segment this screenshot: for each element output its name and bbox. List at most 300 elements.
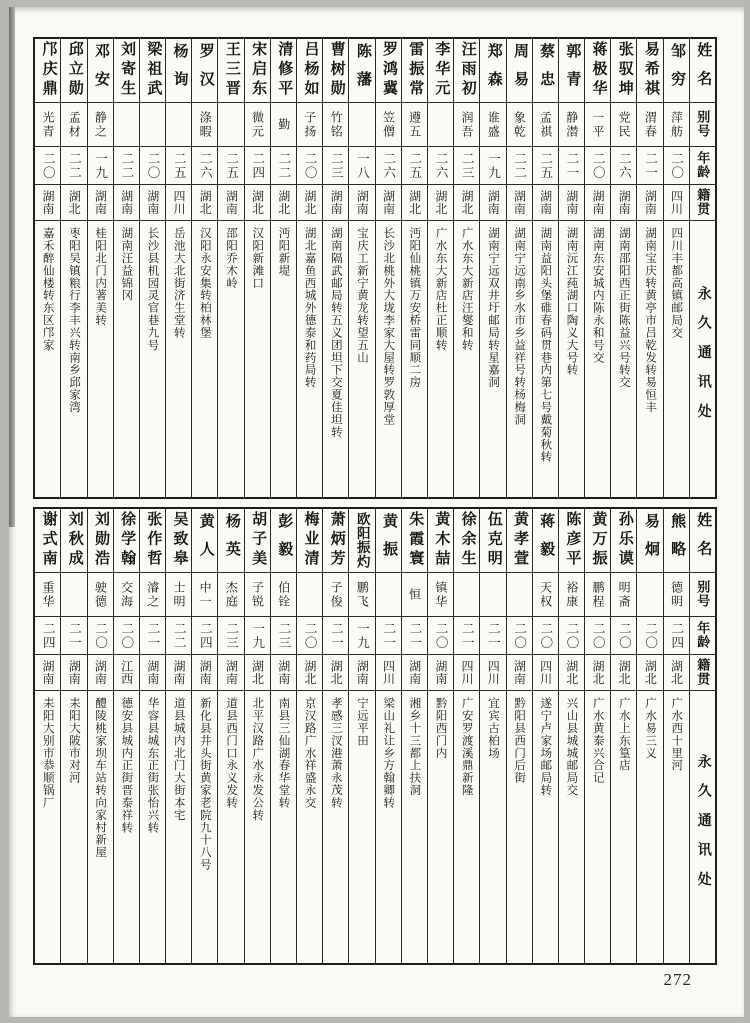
age-text: 二〇 — [669, 151, 684, 180]
alias-text: 孟材 — [67, 110, 82, 139]
name-cell — [428, 509, 453, 573]
name-text: 邝庆鼎 — [40, 41, 57, 100]
header-column — [689, 509, 715, 963]
address-cell — [454, 691, 479, 963]
age-text: 二一 — [329, 621, 344, 650]
native-text: 湖南 — [355, 189, 370, 216]
address-cell — [140, 691, 165, 963]
address-text: 沔阳仙桃镇万安桥雷同顺二房 — [408, 227, 421, 389]
name-cell — [61, 39, 86, 103]
address-cell — [611, 691, 636, 963]
age-cell — [559, 147, 584, 185]
native-text: 四川 — [538, 659, 553, 686]
native-text: 湖南 — [41, 189, 56, 216]
native-place-cell — [218, 655, 243, 691]
roster-column — [348, 509, 374, 963]
native-place-cell — [88, 655, 113, 691]
age-text: 二六 — [381, 151, 396, 180]
header-native-place-cell — [690, 655, 715, 691]
address-text: 汉阳永安集转柏林堡 — [198, 227, 211, 339]
native-text: 湖南 — [590, 189, 605, 216]
alias-cell — [402, 573, 427, 617]
age-cell — [454, 147, 479, 185]
name-cell — [140, 509, 165, 573]
name-text: 刘勋浩 — [92, 511, 109, 570]
address-text: 湖南宁远双井圩邮局转星嘉洞 — [486, 227, 499, 389]
name-text: 谢式南 — [40, 511, 57, 570]
address-text: 北平汉路广水永发公转 — [251, 697, 264, 822]
address-cell — [611, 221, 636, 497]
age-text: 二〇 — [591, 621, 606, 650]
age-cell — [297, 617, 322, 655]
alias-text: 鹏程 — [590, 580, 605, 609]
age-text: 二〇 — [146, 151, 161, 180]
native-place-cell — [611, 185, 636, 221]
name-cell — [559, 509, 584, 573]
alias-text: 静之 — [93, 110, 108, 139]
alias-cell — [114, 573, 139, 617]
address-text: 黔阳西门内 — [434, 697, 447, 760]
name-text: 易炯 — [642, 512, 659, 569]
native-place-cell — [402, 185, 427, 221]
address-cell — [376, 691, 401, 963]
address-text: 湖北嘉鱼西城外德泰和药局转 — [303, 227, 316, 389]
address-text: 四川丰都高镇邮局交 — [670, 227, 683, 339]
alias-text: 润吾 — [460, 110, 475, 139]
native-text: 湖北 — [198, 189, 213, 216]
alias-cell — [664, 103, 689, 147]
alias-cell — [297, 103, 322, 147]
address-text: 宜宾古柏场 — [486, 697, 499, 760]
address-cell — [428, 691, 453, 963]
name-text: 郑森 — [485, 42, 502, 99]
age-cell — [480, 147, 505, 185]
header-address-cell — [690, 221, 715, 497]
age-text: 二〇 — [565, 621, 580, 650]
native-text: 籍贯 — [695, 188, 711, 217]
native-place-cell — [559, 185, 584, 221]
name-text: 李华元 — [433, 41, 450, 100]
name-cell — [297, 39, 322, 103]
alias-text: 静潜 — [564, 110, 579, 139]
age-text: 二〇 — [41, 151, 56, 180]
age-cell — [533, 617, 558, 655]
roster-column — [453, 39, 479, 497]
native-place-cell — [664, 185, 689, 221]
address-cell — [428, 221, 453, 497]
native-place-cell — [454, 655, 479, 691]
address-cell — [245, 221, 270, 497]
name-cell — [192, 509, 217, 573]
age-text: 二〇 — [93, 621, 108, 650]
alias-text: 子锐 — [250, 580, 265, 609]
address-cell — [664, 691, 689, 963]
age-cell — [402, 617, 427, 655]
address-text: 道县西门口永义发转 — [225, 697, 238, 809]
address-cell — [559, 691, 584, 963]
native-place-cell — [637, 655, 662, 691]
address-cell — [218, 691, 243, 963]
native-text: 湖南 — [512, 659, 527, 686]
name-text: 胡子美 — [250, 511, 267, 570]
native-text: 四川 — [486, 659, 501, 686]
address-text: 湖南汪益锦冈 — [120, 227, 133, 302]
alias-cell — [35, 573, 60, 617]
native-text: 湖南 — [512, 189, 527, 216]
age-text: 一九 — [486, 151, 501, 180]
alias-cell — [533, 103, 558, 147]
address-text: 耒阳大别市恭顺锅厂 — [41, 697, 54, 809]
address-text: 枣阳吴镇粮行李丰兴转南乡邱家湾 — [67, 227, 80, 414]
name-text: 刘秋成 — [66, 511, 83, 570]
name-text: 欧阳振灼 — [354, 512, 370, 569]
alias-cell — [559, 573, 584, 617]
name-cell — [611, 39, 636, 103]
address-cell — [166, 221, 191, 497]
age-cell — [664, 617, 689, 655]
alias-text: 遵五 — [407, 110, 422, 139]
alias-cell — [376, 573, 401, 617]
alias-text: 重华 — [41, 580, 56, 609]
address-cell — [349, 221, 374, 497]
native-text: 湖北 — [617, 659, 632, 686]
age-cell — [140, 617, 165, 655]
address-text: 永久通讯处 — [695, 285, 711, 433]
age-cell — [245, 147, 270, 185]
age-text: 年龄 — [695, 621, 711, 650]
native-text: 湖南 — [198, 659, 213, 686]
age-cell — [349, 617, 374, 655]
name-cell — [35, 39, 60, 103]
native-text: 籍贯 — [695, 658, 711, 687]
header-column — [689, 39, 715, 497]
native-place-cell — [297, 655, 322, 691]
age-cell — [35, 147, 60, 185]
alias-cell — [402, 103, 427, 147]
roster-column — [532, 39, 558, 497]
age-text: 二五 — [538, 151, 553, 180]
native-place-cell — [61, 185, 86, 221]
age-text: 二四 — [198, 621, 213, 650]
alias-cell — [428, 573, 453, 617]
alias-cell — [376, 103, 401, 147]
alias-text: 竹铭 — [329, 110, 344, 139]
scan-edge-shadow — [9, 7, 15, 527]
roster-column — [610, 39, 636, 497]
name-text: 邱立勋 — [66, 41, 83, 100]
address-cell — [166, 691, 191, 963]
roster-column — [322, 39, 348, 497]
name-cell — [323, 509, 348, 573]
header-address-cell — [690, 691, 715, 963]
age-text: 二二 — [276, 151, 291, 180]
alias-cell — [323, 103, 348, 147]
alias-text: 子俊 — [329, 580, 344, 609]
age-cell — [218, 147, 243, 185]
alias-cell — [559, 103, 584, 147]
address-cell — [35, 221, 60, 497]
address-text: 广水东大新店汪燮和转 — [460, 227, 473, 352]
native-text: 四川 — [460, 659, 475, 686]
address-cell — [88, 221, 113, 497]
name-text: 易希祺 — [642, 41, 659, 100]
address-cell — [192, 221, 217, 497]
name-text: 吴致皋 — [171, 511, 188, 570]
alias-text: 天权 — [538, 580, 553, 609]
age-cell — [88, 617, 113, 655]
native-text: 湖南 — [355, 659, 370, 686]
address-cell — [271, 691, 296, 963]
age-text: 二一 — [486, 621, 501, 650]
age-cell — [428, 617, 453, 655]
address-cell — [88, 691, 113, 963]
native-text: 湖北 — [250, 189, 265, 216]
name-text: 汪雨初 — [459, 41, 476, 100]
name-cell — [61, 509, 86, 573]
age-text: 二一 — [407, 621, 422, 650]
alias-text: 濬之 — [145, 580, 160, 609]
age-text: 二一 — [643, 151, 658, 180]
age-text: 二三 — [460, 151, 475, 180]
alias-text: 交海 — [119, 580, 134, 609]
address-text: 长沙北桃外大垅李家大屋转罗敦厚堂 — [382, 227, 395, 426]
native-place-cell — [402, 655, 427, 691]
roster-column — [506, 509, 532, 963]
alias-text: 驶德 — [93, 580, 108, 609]
name-cell — [402, 509, 427, 573]
name-text: 黄人 — [197, 512, 214, 569]
native-place-cell — [533, 185, 558, 221]
age-text: 二〇 — [119, 621, 134, 650]
roster-column — [401, 509, 427, 963]
name-text: 吕杨如 — [302, 41, 319, 100]
age-cell — [192, 617, 217, 655]
address-cell — [637, 221, 662, 497]
address-cell — [114, 221, 139, 497]
name-text: 萧炳芳 — [328, 511, 345, 570]
roster-column — [296, 509, 322, 963]
alias-cell — [88, 103, 113, 147]
address-cell — [533, 691, 558, 963]
native-place-cell — [140, 185, 165, 221]
alias-cell — [192, 573, 217, 617]
native-text: 江西 — [119, 659, 134, 686]
native-text: 湖北 — [276, 189, 291, 216]
alias-cell — [454, 103, 479, 147]
roster-column — [375, 39, 401, 497]
native-text: 湖南 — [564, 189, 579, 216]
name-text: 清修平 — [276, 41, 293, 100]
address-cell — [35, 691, 60, 963]
name-text: 杨询 — [171, 42, 188, 99]
age-text: 二〇 — [538, 621, 553, 650]
native-text: 湖南 — [329, 189, 344, 216]
native-place-cell — [376, 655, 401, 691]
alias-cell — [507, 103, 532, 147]
address-text: 南县三仙湖春华堂转 — [277, 697, 290, 809]
native-place-cell — [585, 655, 610, 691]
roster-column — [87, 39, 113, 497]
native-place-cell — [507, 655, 532, 691]
age-cell — [114, 617, 139, 655]
alias-text: 笠僧 — [381, 110, 396, 139]
roster-column — [60, 509, 86, 963]
age-text: 二一 — [67, 621, 82, 650]
address-text: 京汉路广水祥盛永交 — [303, 697, 316, 809]
name-text: 陈藩 — [354, 42, 371, 99]
header-native-place-cell — [690, 185, 715, 221]
address-text: 广安罗渡溪鼎新隆 — [460, 697, 473, 797]
roster-column — [532, 509, 558, 963]
native-place-cell — [585, 185, 610, 221]
roster-column — [165, 39, 191, 497]
age-cell — [88, 147, 113, 185]
alias-cell — [480, 573, 505, 617]
native-place-cell — [218, 185, 243, 221]
native-place-cell — [376, 185, 401, 221]
name-cell — [323, 39, 348, 103]
age-cell — [114, 147, 139, 185]
native-text: 四川 — [171, 189, 186, 216]
address-text: 道县城内北门大街本宅 — [172, 697, 185, 822]
name-cell — [637, 39, 662, 103]
address-cell — [140, 221, 165, 497]
alias-text: 明斋 — [617, 580, 632, 609]
age-cell — [507, 147, 532, 185]
native-text: 湖北 — [329, 659, 344, 686]
native-text: 湖北 — [302, 659, 317, 686]
alias-cell — [611, 573, 636, 617]
name-cell — [533, 39, 558, 103]
native-place-cell — [559, 655, 584, 691]
alias-text: 恒 — [407, 587, 422, 602]
roster-column — [217, 509, 243, 963]
name-cell — [533, 509, 558, 573]
name-cell — [271, 509, 296, 573]
native-text: 湖南 — [119, 189, 134, 216]
roster-column — [427, 509, 453, 963]
age-cell — [480, 617, 505, 655]
native-place-cell — [454, 185, 479, 221]
roster-column — [60, 39, 86, 497]
name-text: 孙乐谟 — [616, 511, 633, 570]
native-text: 湖南 — [171, 659, 186, 686]
page-number: 272 — [663, 970, 692, 989]
address-text: 遂宁卢家场邮局转 — [539, 697, 552, 797]
name-text: 张作哲 — [145, 511, 162, 570]
name-text: 王三晋 — [223, 41, 240, 100]
roster-column — [663, 509, 689, 963]
name-text: 张驭坤 — [616, 41, 633, 100]
name-cell — [297, 509, 322, 573]
age-text: 二〇 — [303, 621, 318, 650]
age-text: 二〇 — [512, 621, 527, 650]
alias-cell — [480, 103, 505, 147]
native-text: 湖北 — [433, 189, 448, 216]
alias-cell — [637, 573, 662, 617]
name-cell — [454, 39, 479, 103]
age-cell — [533, 147, 558, 185]
age-cell — [402, 147, 427, 185]
name-cell — [428, 39, 453, 103]
address-cell — [297, 221, 322, 497]
roster-column — [636, 509, 662, 963]
name-cell — [480, 39, 505, 103]
alias-cell — [88, 573, 113, 617]
name-cell — [114, 39, 139, 103]
alias-cell — [61, 103, 86, 147]
native-text: 湖南 — [381, 189, 396, 216]
age-cell — [297, 147, 322, 185]
alias-cell — [533, 573, 558, 617]
address-text: 耒阳大陂市对河 — [67, 697, 80, 784]
name-text: 伍克明 — [485, 511, 502, 570]
age-text: 二〇 — [434, 621, 449, 650]
alias-cell — [585, 573, 610, 617]
roster-column — [244, 509, 270, 963]
name-cell — [88, 39, 113, 103]
native-place-cell — [192, 185, 217, 221]
native-place-cell — [114, 185, 139, 221]
address-text: 湖南宝庆转黄亭市吕乾发转易恒丰 — [644, 227, 657, 414]
age-cell — [376, 617, 401, 655]
alias-text: 谁盛 — [486, 110, 501, 139]
alias-text: 士明 — [171, 580, 186, 609]
name-cell — [507, 509, 532, 573]
name-text: 陈彦平 — [564, 511, 581, 570]
address-cell — [637, 691, 662, 963]
age-text: 二六 — [198, 151, 213, 180]
address-cell — [349, 691, 374, 963]
alias-text: 象乾 — [512, 110, 527, 139]
address-text: 广水上东篁店 — [617, 697, 630, 772]
address-text: 广水黄泰兴合记 — [591, 697, 604, 784]
native-text: 湖南 — [486, 189, 501, 216]
age-cell — [271, 147, 296, 185]
age-cell — [245, 617, 270, 655]
age-text: 二五 — [224, 151, 239, 180]
roster-column — [296, 39, 322, 497]
age-text: 二六 — [617, 151, 632, 180]
native-place-cell — [323, 655, 348, 691]
address-cell — [480, 221, 505, 497]
address-cell — [323, 221, 348, 497]
age-cell — [218, 617, 243, 655]
age-text: 二〇 — [303, 151, 318, 180]
name-cell — [376, 39, 401, 103]
age-text: 二二 — [172, 621, 187, 650]
native-text: 湖南 — [93, 189, 108, 216]
roster-column — [113, 509, 139, 963]
name-text: 杨英 — [223, 512, 240, 569]
native-place-cell — [114, 655, 139, 691]
address-text: 宝庆工新宁黄龙转望五山 — [356, 227, 368, 364]
age-cell — [507, 617, 532, 655]
age-text: 二六 — [434, 151, 449, 180]
native-text: 湖北 — [564, 659, 579, 686]
name-text: 刘寄生 — [119, 41, 136, 100]
name-cell — [35, 509, 60, 573]
age-cell — [140, 147, 165, 185]
alias-cell — [140, 103, 165, 147]
native-place-cell — [35, 185, 60, 221]
name-text: 黄万振 — [590, 511, 607, 570]
age-text: 一九 — [93, 151, 108, 180]
alias-cell — [349, 103, 374, 147]
age-text: 一八 — [355, 151, 370, 180]
address-cell — [585, 221, 610, 497]
native-place-cell — [428, 655, 453, 691]
